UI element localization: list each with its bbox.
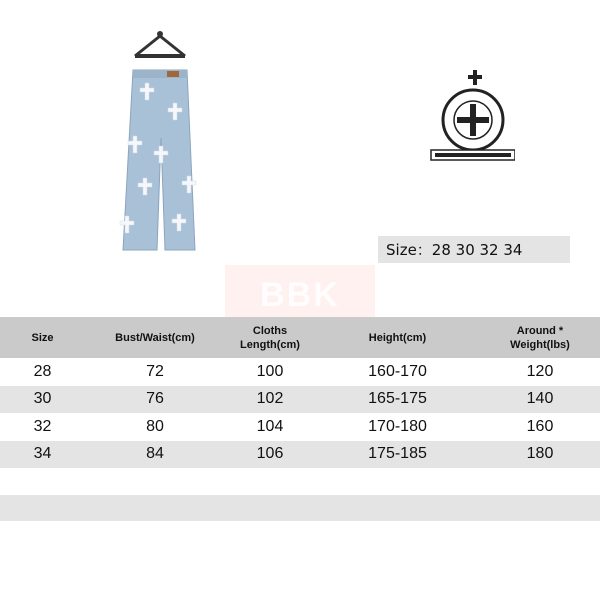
- header-height: Height(cm): [315, 317, 480, 358]
- table-row: [0, 358, 600, 386]
- watermark: BBK: [225, 265, 375, 325]
- cell-weight: 180: [480, 441, 600, 469]
- header-weight: Around * Weight(lbs): [480, 317, 600, 358]
- cell-size: 34: [0, 441, 85, 469]
- cell-height: 175-185: [315, 441, 480, 469]
- cell-length: 106: [225, 441, 315, 469]
- size-label: Size：: [386, 241, 432, 259]
- sizes-list: 28 30 32 34: [431, 240, 523, 259]
- cell-bust-waist: 76: [85, 386, 225, 414]
- cell-weight: 120: [526, 362, 554, 380]
- table-row: [0, 441, 600, 469]
- footer-bar: [0, 495, 600, 521]
- cell-bust-waist: 72: [146, 362, 164, 380]
- header-bust-waist: Bust/Waist(cm): [85, 317, 225, 358]
- brand-logo-icon: [425, 68, 515, 168]
- cell-bust-waist: 80: [146, 417, 164, 435]
- cell-height: 165-175: [315, 386, 480, 414]
- cell-length: 102: [225, 386, 315, 414]
- cell-size: 28: [33, 362, 52, 380]
- size-chart-table: [0, 317, 600, 468]
- table-row: [0, 413, 600, 441]
- table-header-row: [0, 317, 600, 358]
- cell-bust-waist: 84: [85, 441, 225, 469]
- cell-length: 100: [256, 362, 284, 380]
- cell-height: 170-180: [368, 417, 427, 435]
- cell-weight: 160: [526, 417, 554, 435]
- table-row: [0, 386, 600, 414]
- cell-weight: 140: [480, 386, 600, 414]
- product-jeans-image: [95, 28, 225, 253]
- cell-length: 104: [256, 417, 284, 435]
- cell-size: 32: [33, 417, 52, 435]
- header-size: Size: [0, 317, 85, 358]
- cell-height: 160-170: [368, 362, 427, 380]
- size-options-banner: [378, 236, 570, 263]
- cell-size: 30: [0, 386, 85, 414]
- header-cloths-length: Cloths Length(cm): [225, 317, 315, 358]
